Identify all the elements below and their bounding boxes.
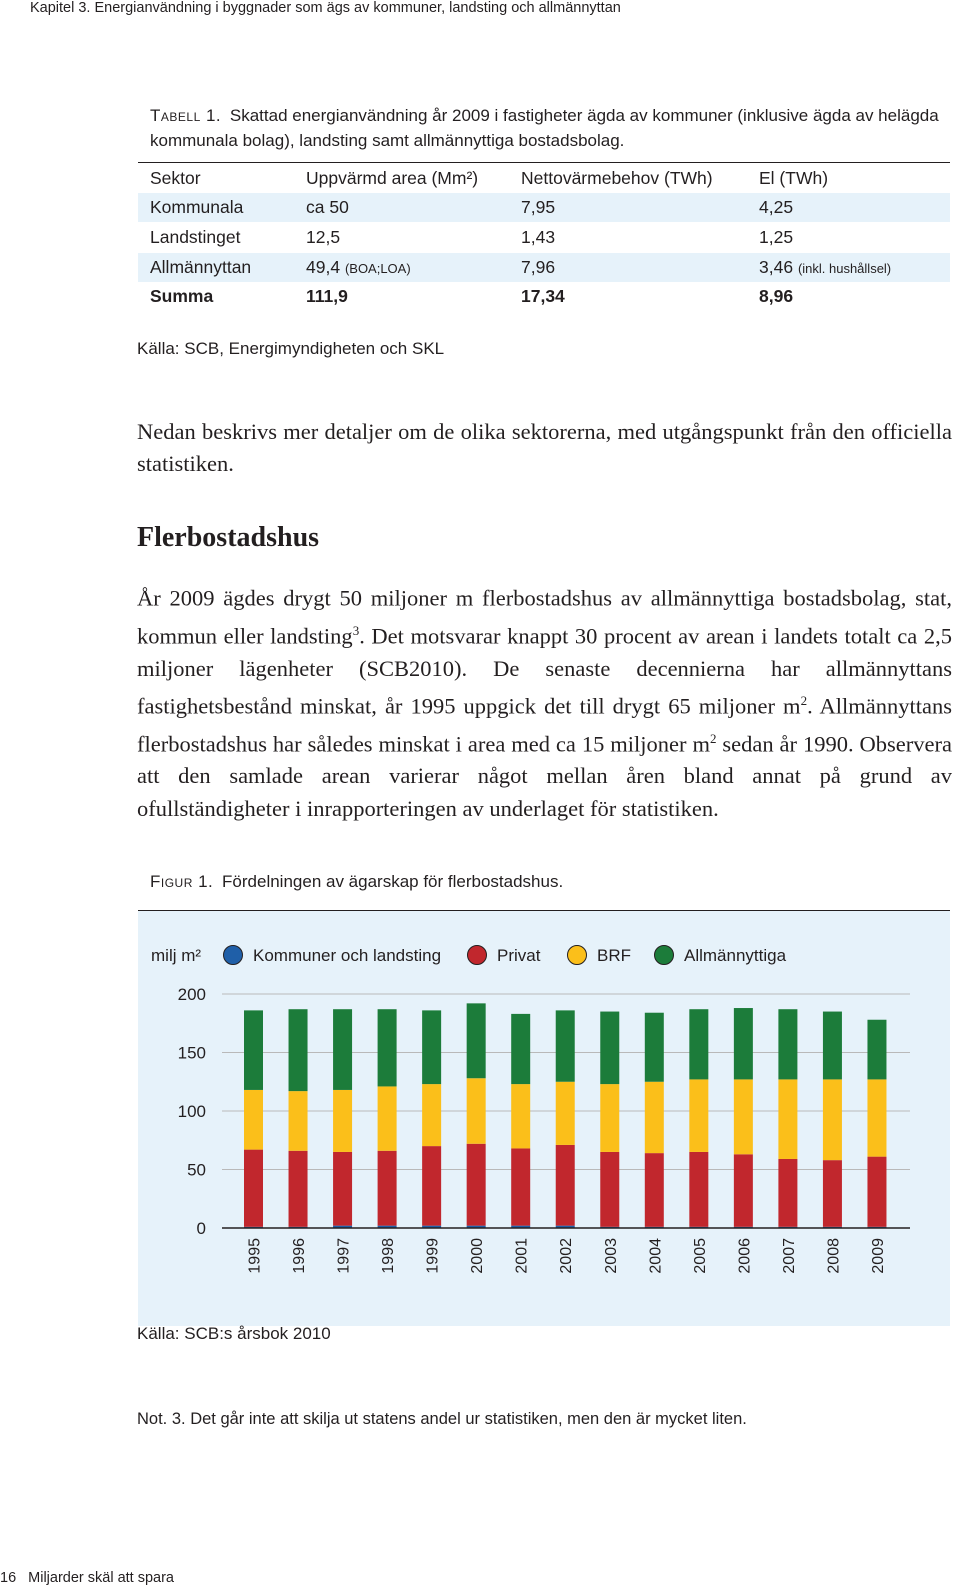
figure-top-rule [138, 910, 950, 911]
x-tick-label: 2006 [736, 1238, 754, 1274]
table-header-row [138, 163, 950, 194]
bar-segment-allmannyttiga [689, 1009, 708, 1079]
x-tick-label: 2000 [469, 1238, 487, 1274]
running-head: Kapitel 3. Energianvändning i byggnader som ägs av kommuner, landsting och allmännyttan [30, 0, 621, 16]
x-tick-label: 2009 [869, 1238, 887, 1274]
cell-heat: 7,95 [509, 193, 747, 222]
body-paragraph: År 2009 ägdes drygt 50 miljoner m flerbostadshus av allmännyttiga bostadsbolag, stat, kommun eller landsting$^3$. Det motsvarar knappt 30 procent av arean i landets totalt ca 2,5 miljoner lägenheter (SCB2010). De senaste decennierna har allmännyttans fastighetsbestånd minskat, år 1995 uppgick det till drygt 65 miljoner $m^2$. Allmännyttans flerbostadshus har således minskat i area med ca 15 miljoner $m^2$ sedan år 1990. Observera att den samlade arean varierar något mellan åren bland annat på grund av ofullständigheter i inrapporteringen av underlaget för statistiken. [137, 585, 953, 821]
figure-caption [150, 872, 563, 892]
table-row [138, 223, 950, 252]
bar-segment-privat [645, 1153, 664, 1227]
bar-segment-allmannyttiga [378, 1009, 397, 1086]
x-tick-label: 2001 [513, 1238, 531, 1274]
bar-segment-privat [556, 1145, 575, 1226]
bar-segment-allmannyttiga [734, 1008, 753, 1079]
page-footer [0, 1570, 174, 1586]
x-tick-label: 2004 [647, 1238, 665, 1274]
cell-sector: Allmännyttan [138, 253, 294, 282]
bar-segment-brf [867, 1079, 886, 1156]
figure-caption-label: Figur 1. [150, 872, 214, 891]
bar-segment-allmannyttiga [556, 1010, 575, 1081]
y-tick-label: 150 [177, 1043, 206, 1063]
header-area: Uppvärmd area (Mm²) [294, 163, 509, 194]
publication-title: Miljarder skäl att spara [28, 1570, 174, 1586]
sum-heat: 17,34 [521, 286, 565, 306]
bar-segment-privat [289, 1151, 308, 1227]
bar-segment-privat [867, 1157, 886, 1227]
bar-segment-allmannyttiga [823, 1012, 842, 1080]
bar-segment-allmannyttiga [422, 1010, 441, 1084]
legend-label-brf: BRF [597, 946, 631, 965]
bar-segment-brf [244, 1090, 263, 1150]
bar-segment-brf [778, 1079, 797, 1159]
cell-sector: Kommunala [138, 193, 294, 222]
x-tick-label: 2005 [691, 1238, 709, 1274]
bar-segment-allmannyttiga [511, 1014, 530, 1084]
bar-segment-allmannyttiga [645, 1013, 664, 1082]
bar-segment-brf [600, 1084, 619, 1152]
header-heat: Nettovärmebehov (TWh) [509, 163, 747, 194]
bar-segment-brf [645, 1082, 664, 1153]
x-tick-label: 1999 [424, 1238, 442, 1274]
legend-marker-allmannyttiga [655, 946, 674, 965]
x-tick-label: 1997 [335, 1238, 353, 1274]
bar-segment-privat [600, 1152, 619, 1227]
figure-source: Källa: SCB:s årsbok 2010 [137, 1324, 331, 1343]
table-caption [150, 103, 950, 153]
bar-segment-privat [467, 1144, 486, 1226]
bar-segment-allmannyttiga [778, 1009, 797, 1079]
cell-sector: Landstinget [150, 227, 241, 247]
y-tick-label: 50 [187, 1160, 206, 1180]
table-source: Källa: SCB, Energimyndigheten och SKL [137, 339, 445, 358]
cell-area: ca 50 [294, 193, 509, 222]
area-note: (BOA;LOA) [344, 261, 411, 276]
bar-segment-privat [422, 1146, 441, 1226]
legend-label-privat: Privat [497, 946, 541, 965]
legend-label-kommuner: Kommuner och landsting [253, 946, 442, 965]
bar-segment-brf [689, 1079, 708, 1152]
x-tick-label: 2008 [825, 1238, 843, 1274]
bar-segment-allmannyttiga [600, 1012, 619, 1085]
table-caption-label: Tabell 1. [150, 106, 222, 125]
table-caption-text: Skattad energianvändning år 2009 i fastigheter ägda av kommuner (inklusive ägda av helägda kommunala bolag), landsting samt allmännyttiga bostadsbolag. [150, 106, 939, 150]
y-tick-label: 100 [177, 1102, 206, 1121]
cell-area: 12,5 [306, 227, 341, 247]
bar-segment-privat [778, 1159, 797, 1227]
legend-marker-brf [568, 946, 587, 965]
bar-segment-privat [244, 1150, 263, 1227]
bar-segment-brf [511, 1084, 530, 1148]
footnote: Not. 3. Det går inte att skilja ut statens andel ur statistiken, men den är mycket liten. [137, 1410, 747, 1428]
x-tick-label: 2007 [780, 1238, 798, 1274]
bar-segment-brf [422, 1084, 441, 1146]
cell-el: 3,46 (inkl. hushållsel) [747, 253, 950, 282]
bar-segment-brf [467, 1078, 486, 1144]
table-row [138, 193, 950, 222]
bar-segment-brf [823, 1079, 842, 1160]
energy-table [138, 162, 950, 311]
header-el: El (TWh) [747, 163, 950, 194]
bar-segment-brf [333, 1090, 352, 1152]
bar-segment-privat [689, 1152, 708, 1227]
bar-segment-brf [378, 1086, 397, 1150]
x-tick-label: 1998 [380, 1238, 398, 1274]
figure-caption-text: Fördelningen av ägarskap för flerbostadshus. [222, 872, 564, 891]
x-tick-label: 2003 [602, 1238, 620, 1274]
stacked-bar-chart [138, 910, 950, 1326]
section-heading: Flerbostadshus [137, 522, 320, 553]
bar-segment-brf [289, 1091, 308, 1151]
bar-segment-allmannyttiga [289, 1009, 308, 1091]
cell-heat: 1,43 [521, 227, 556, 247]
sum-el: 8,96 [759, 286, 794, 306]
bar-segment-allmannyttiga [333, 1009, 352, 1090]
chart-panel [138, 910, 950, 1326]
bar-segment-privat [823, 1160, 842, 1227]
y-tick-label: 0 [196, 1219, 206, 1238]
legend-label-allmannyttiga: Allmännyttiga [684, 946, 787, 965]
sum-label: Summa [150, 286, 214, 306]
bar-segment-brf [556, 1082, 575, 1145]
cell-el: 1,25 [759, 227, 794, 247]
cell-area: 49,4 (BOA;LOA) [294, 253, 509, 282]
el-note: (inkl. hushållsel) [797, 261, 892, 276]
bar-segment-privat [378, 1151, 397, 1226]
legend-marker-kommuner [224, 946, 243, 965]
table-row [138, 253, 950, 282]
x-tick-label: 2002 [558, 1238, 576, 1274]
intro-paragraph: Nedan beskrivs mer detaljer om de olika sektorerna, med utgångspunkt från den officiella statistiken. [137, 419, 952, 477]
cell-heat: 7,96 [509, 253, 747, 282]
bar-segment-brf [734, 1079, 753, 1154]
bar-segment-allmannyttiga [867, 1020, 886, 1080]
x-tick-label: 1995 [246, 1238, 264, 1274]
bar-segment-allmannyttiga [467, 1003, 486, 1078]
bar-segment-privat [511, 1148, 530, 1225]
y-axis-label: milj m² [151, 946, 202, 965]
header-sektor: Sektor [138, 163, 294, 194]
page-number: 16 [0, 1570, 17, 1586]
bar-segment-privat [333, 1152, 352, 1226]
y-tick-label: 200 [177, 985, 206, 1004]
x-tick-label: 1996 [291, 1238, 309, 1274]
sum-area: 111,9 [306, 286, 348, 306]
table-sum-row [138, 282, 950, 311]
legend-marker-privat [468, 946, 487, 965]
bar-segment-allmannyttiga [244, 1010, 263, 1090]
bar-segment-privat [734, 1154, 753, 1227]
cell-el: 4,25 [747, 193, 950, 222]
